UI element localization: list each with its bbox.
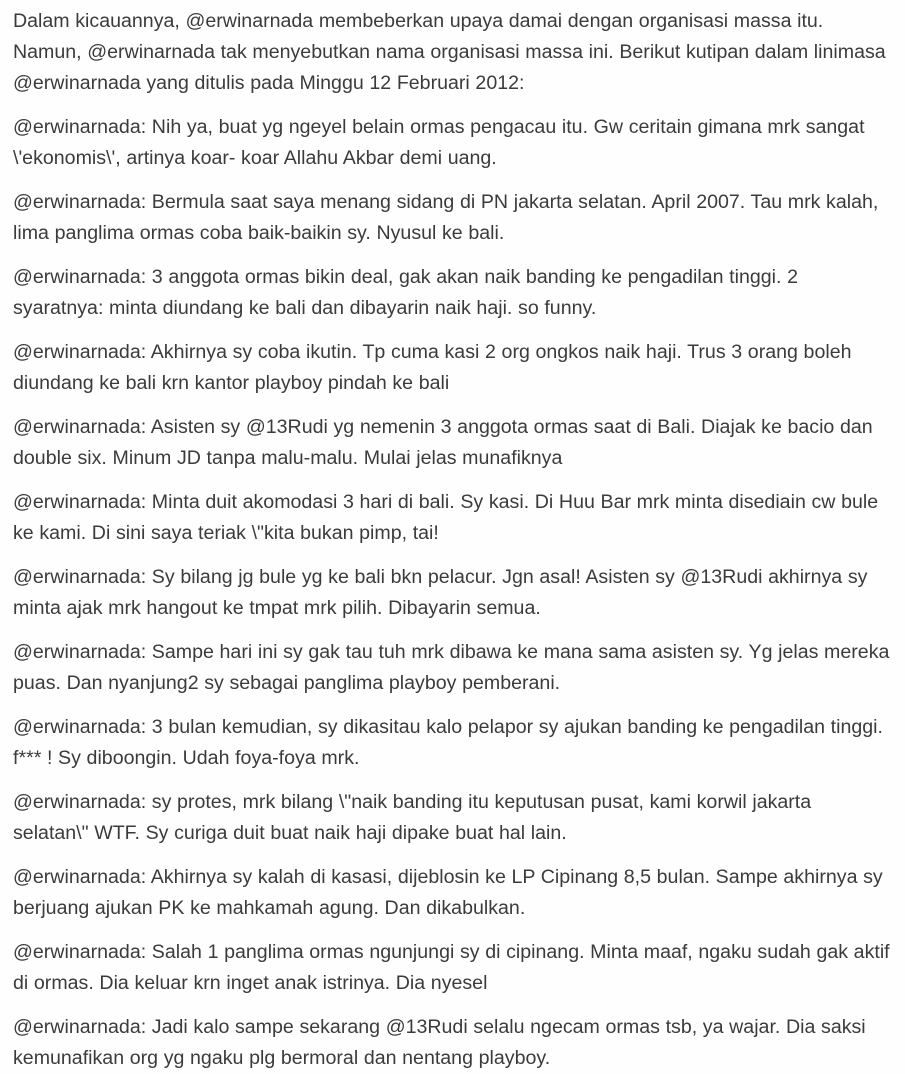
paragraph-tweet-1: @erwinarnada: Nih ya, buat yg ngeyel belain ormas pengacau itu. Gw ceritain gimana mrk sangat \'ekonomis\', artinya koar- koar Allahu Akbar demi uang. — [13, 116, 865, 169]
paragraph-tweet-8: @erwinarnada: Sampe hari ini sy gak tau tuh mrk dibawa ke mana sama asisten sy. Yg jelas mereka puas. Dan nyanjung2 sy sebagai panglima playboy pemberani. — [13, 641, 890, 694]
paragraph-tweet-6: @erwinarnada: Minta duit akomodasi 3 hari di bali. Sy kasi. Di Huu Bar mrk minta disediain cw bule ke kami. Di sini saya teriak \"kita bukan pimp, tai! — [13, 491, 879, 544]
paragraph-tweet-10: @erwinarnada: sy protes, mrk bilang \"naik banding itu keputusan pusat, kami korwil jakarta selatan\" WTF. Sy curiga duit buat naik haji dipake buat hal lain. — [13, 791, 812, 844]
paragraph-tweet-12: @erwinarnada: Salah 1 panglima ormas ngunjungi sy di cipinang. Minta maaf, ngaku sudah gak aktif di ormas. Dia keluar krn inget anak istrinya. Dia nyesel — [13, 941, 890, 994]
paragraph-tweet-9: @erwinarnada: 3 bulan kemudian, sy dikasitau kalo pelapor sy ajukan banding ke pengadilan tinggi. f*** ! Sy diboongin. Udah foya-foya mrk. — [13, 716, 883, 769]
paragraph-tweet-5: @erwinarnada: Asisten sy @13Rudi yg nemenin 3 anggota ormas saat di Bali. Diajak ke bacio dan double six. Minum JD tanpa malu-malu. Mulai jelas munafiknya — [13, 416, 873, 469]
paragraph-tweet-2: @erwinarnada: Bermula saat saya menang sidang di PN jakarta selatan. April 2007. Tau mrk kalah, lima panglima ormas coba baik-baikin sy. Nyusul ke bali. — [13, 191, 879, 244]
paragraph-tweet-4: @erwinarnada: Akhirnya sy coba ikutin. Tp cuma kasi 2 org ongkos naik haji. Trus 3 orang boleh diundang ke bali krn kantor playboy pindah ke bali — [13, 341, 852, 394]
paragraph-tweet-7: @erwinarnada: Sy bilang jg bule yg ke bali bkn pelacur. Jgn asal! Asisten sy @13Rudi akhirnya sy minta ajak mrk hangout ke tmpat mrk pilih. Dibayarin semua. — [13, 566, 868, 619]
paragraph-tweet-13: @erwinarnada: Jadi kalo sampe sekarang @13Rudi selalu ngecam ormas tsb, ya wajar. Dia saksi kemunafikan org yg ngaku plg bermoral dan nentang playboy. — [13, 1016, 866, 1069]
paragraph-tweet-3: @erwinarnada: 3 anggota ormas bikin deal, gak akan naik banding ke pengadilan tinggi. 2 syaratnya: minta diundang ke bali dan dibayarin naik haji. so funny. — [13, 266, 799, 319]
paragraph-tweet-11: @erwinarnada: Akhirnya sy kalah di kasasi, dijeblosin ke LP Cipinang 8,5 bulan. Sampe akhirnya sy berjuang ajukan PK ke mahkamah agung. Dan dikabulkan. — [13, 866, 883, 919]
paragraph-intro: Dalam kicauannya, @erwinarnada membeberkan upaya damai dengan organisasi massa itu. Namun, @erwinarnada tak menyebutkan nama organisasi massa ini. Berikut kutipan dalam linimasa @erwinarnada yang ditulis pada Minggu 12 Februari 2012: — [13, 10, 886, 94]
